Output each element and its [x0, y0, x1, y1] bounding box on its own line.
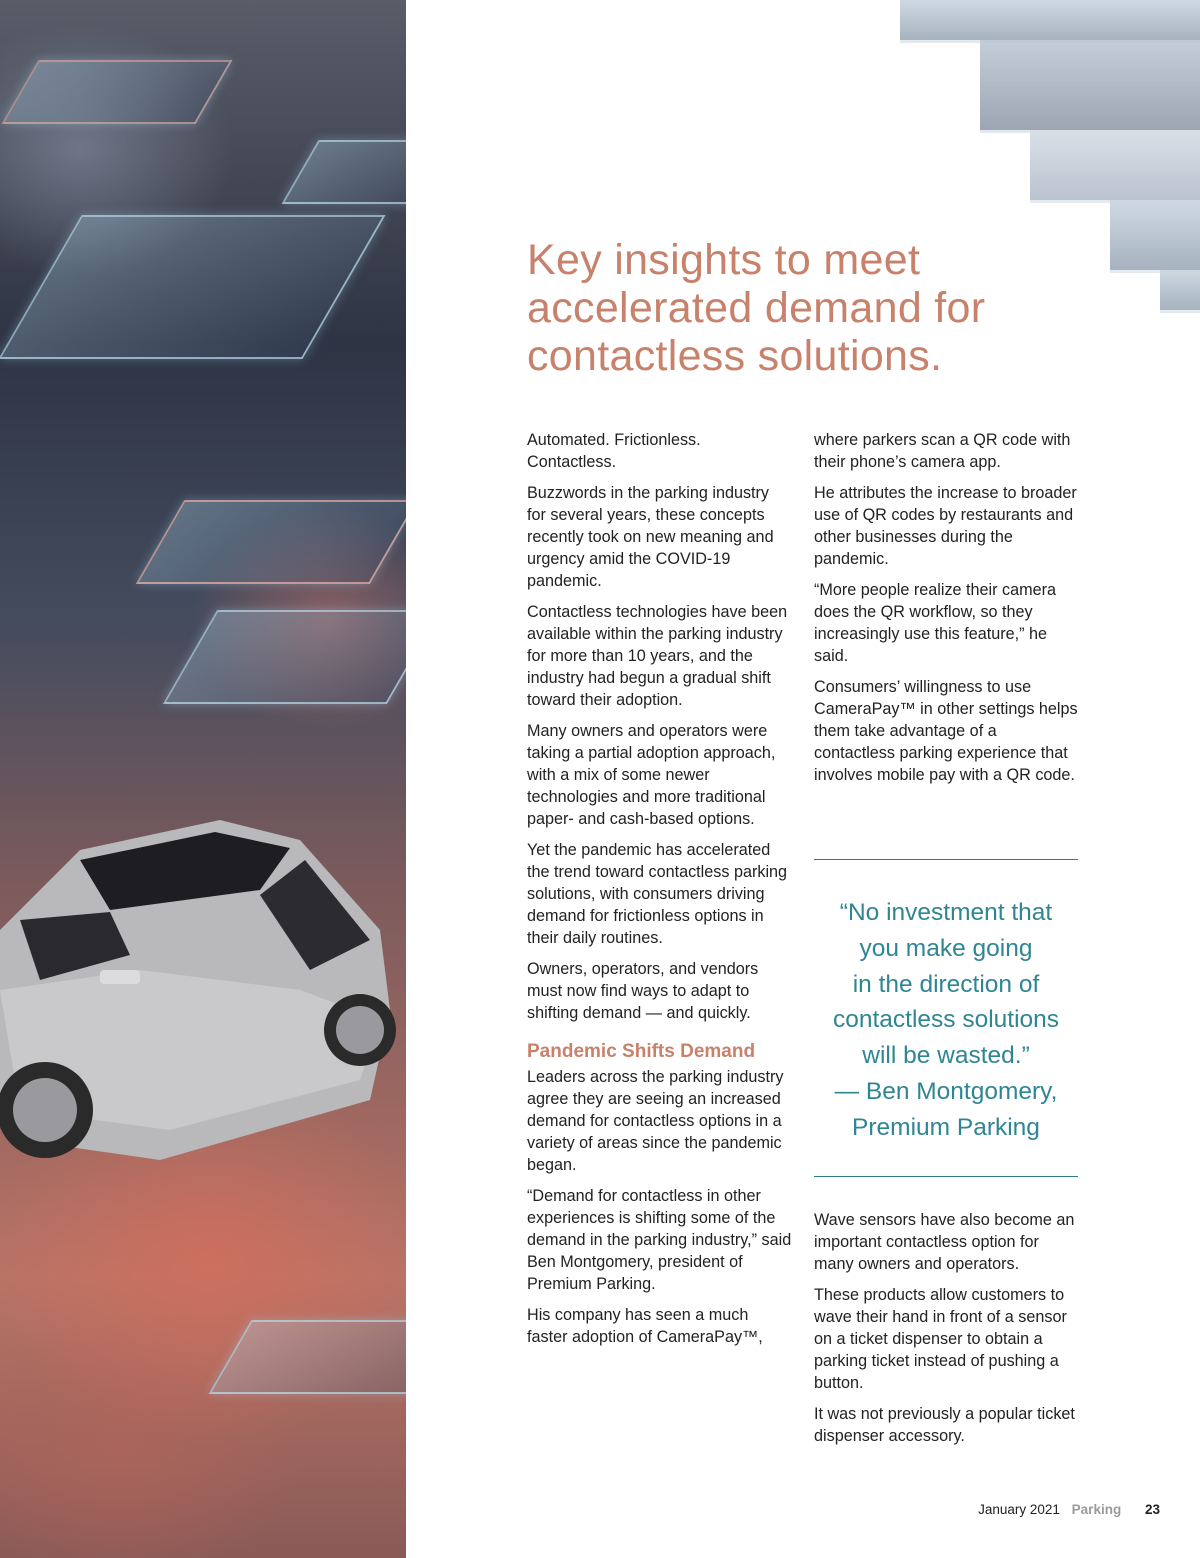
pull-quote-line: “No investment that [839, 899, 1053, 926]
section-subhead: Pandemic Shifts Demand [527, 1041, 756, 1062]
hero-image [0, 0, 406, 1558]
paragraph: Owners, operators, and vendors must now find ways to adapt to shifting demand — and quickly. [527, 960, 759, 1022]
paragraph: where parkers scan a QR code with their phone’s camera app. [814, 431, 1071, 471]
page-footer [978, 1502, 1160, 1517]
glass-slab [136, 500, 406, 584]
glass-slab [163, 610, 406, 704]
left-column [527, 429, 792, 1357]
page-number: 23 [1144, 1502, 1160, 1517]
glass-slab [2, 60, 233, 124]
glass-slab [282, 140, 406, 204]
right-column [814, 429, 1079, 795]
quote-rule-top [814, 859, 1078, 860]
glass-tile [1030, 130, 1200, 203]
pull-quote-line: you make going [859, 934, 1033, 962]
paragraph: Consumers’ willingness to use CameraPay™ in other settings helps them take advantage of a contactless parking experience that involves mobile pay with a QR code. [814, 678, 1078, 784]
magazine-name: Parking [1071, 1502, 1122, 1517]
glass-tile [900, 0, 1200, 43]
glass-tile [1110, 200, 1200, 273]
pull-quote-attribution: — Ben Montgomery, [834, 1077, 1058, 1105]
glass-slab [0, 215, 386, 359]
paragraph: His company has seen a much faster adoption of CameraPay™, [527, 1306, 763, 1346]
issue-date: January 2021 [978, 1502, 1060, 1517]
paragraph: Wave sensors have also become an important contactless option for many owners and operators. [814, 1211, 1075, 1273]
paragraph: Contactless technologies have been available within the parking industry for more than 10 years, and the industry had begun a gradual shift toward their adoption. [527, 603, 788, 709]
paragraph: These products allow customers to wave their hand in front of a sensor on a ticket dispenser to obtain a parking ticket instead of pushing a button. [814, 1286, 1067, 1392]
car-illustration [0, 780, 406, 1200]
paragraph: It was not previously a popular ticket dispenser accessory. [814, 1405, 1075, 1445]
pull-quote [814, 895, 1078, 1146]
glass-tile [980, 40, 1200, 133]
article-headline: Key insights to meet accelerated demand for contactless solutions. [527, 236, 986, 380]
paragraph: Yet the pandemic has accelerated the trend toward contactless parking solutions, with consumers driving demand for frictionless options in their daily routines. [527, 841, 788, 947]
paragraph: “More people realize their camera does the QR workflow, so they increasingly use this feature,” he said. [814, 581, 1057, 665]
paragraph: Many owners and operators were taking a partial adoption approach, with a mix of some newer technologies and more traditional paper- and cash-based options. [527, 722, 776, 828]
paragraph: “Demand for contactless in other experiences is shifting some of the demand in the parking industry,” said Ben Montgomery, president of Premium Parking. [527, 1187, 792, 1293]
paragraph: Leaders across the parking industry agree they are seeing an increased demand for contactless options in a variety of areas since the pandemic began. [527, 1068, 784, 1174]
pull-quote-line: in the direction of [852, 970, 1040, 998]
pull-quote-line: will be wasted.” [862, 1042, 1030, 1070]
paragraph: He attributes the increase to broader use of QR codes by restaurants and other businesses during the pandemic. [814, 484, 1077, 568]
pull-quote-attribution: Premium Parking [852, 1113, 1040, 1141]
paragraph: Automated. Frictionless. Contactless. [527, 431, 701, 471]
pull-quote-line: contactless solutions [832, 1006, 1060, 1034]
quote-rule-bottom [814, 1176, 1078, 1177]
right-column-continued [814, 1209, 1079, 1456]
glass-tile [1160, 270, 1200, 313]
paragraph: Buzzwords in the parking industry for several years, these concepts recently took on new meaning and urgency amid the COVID-19 pandemic. [527, 484, 774, 590]
glass-slab [209, 1320, 406, 1394]
